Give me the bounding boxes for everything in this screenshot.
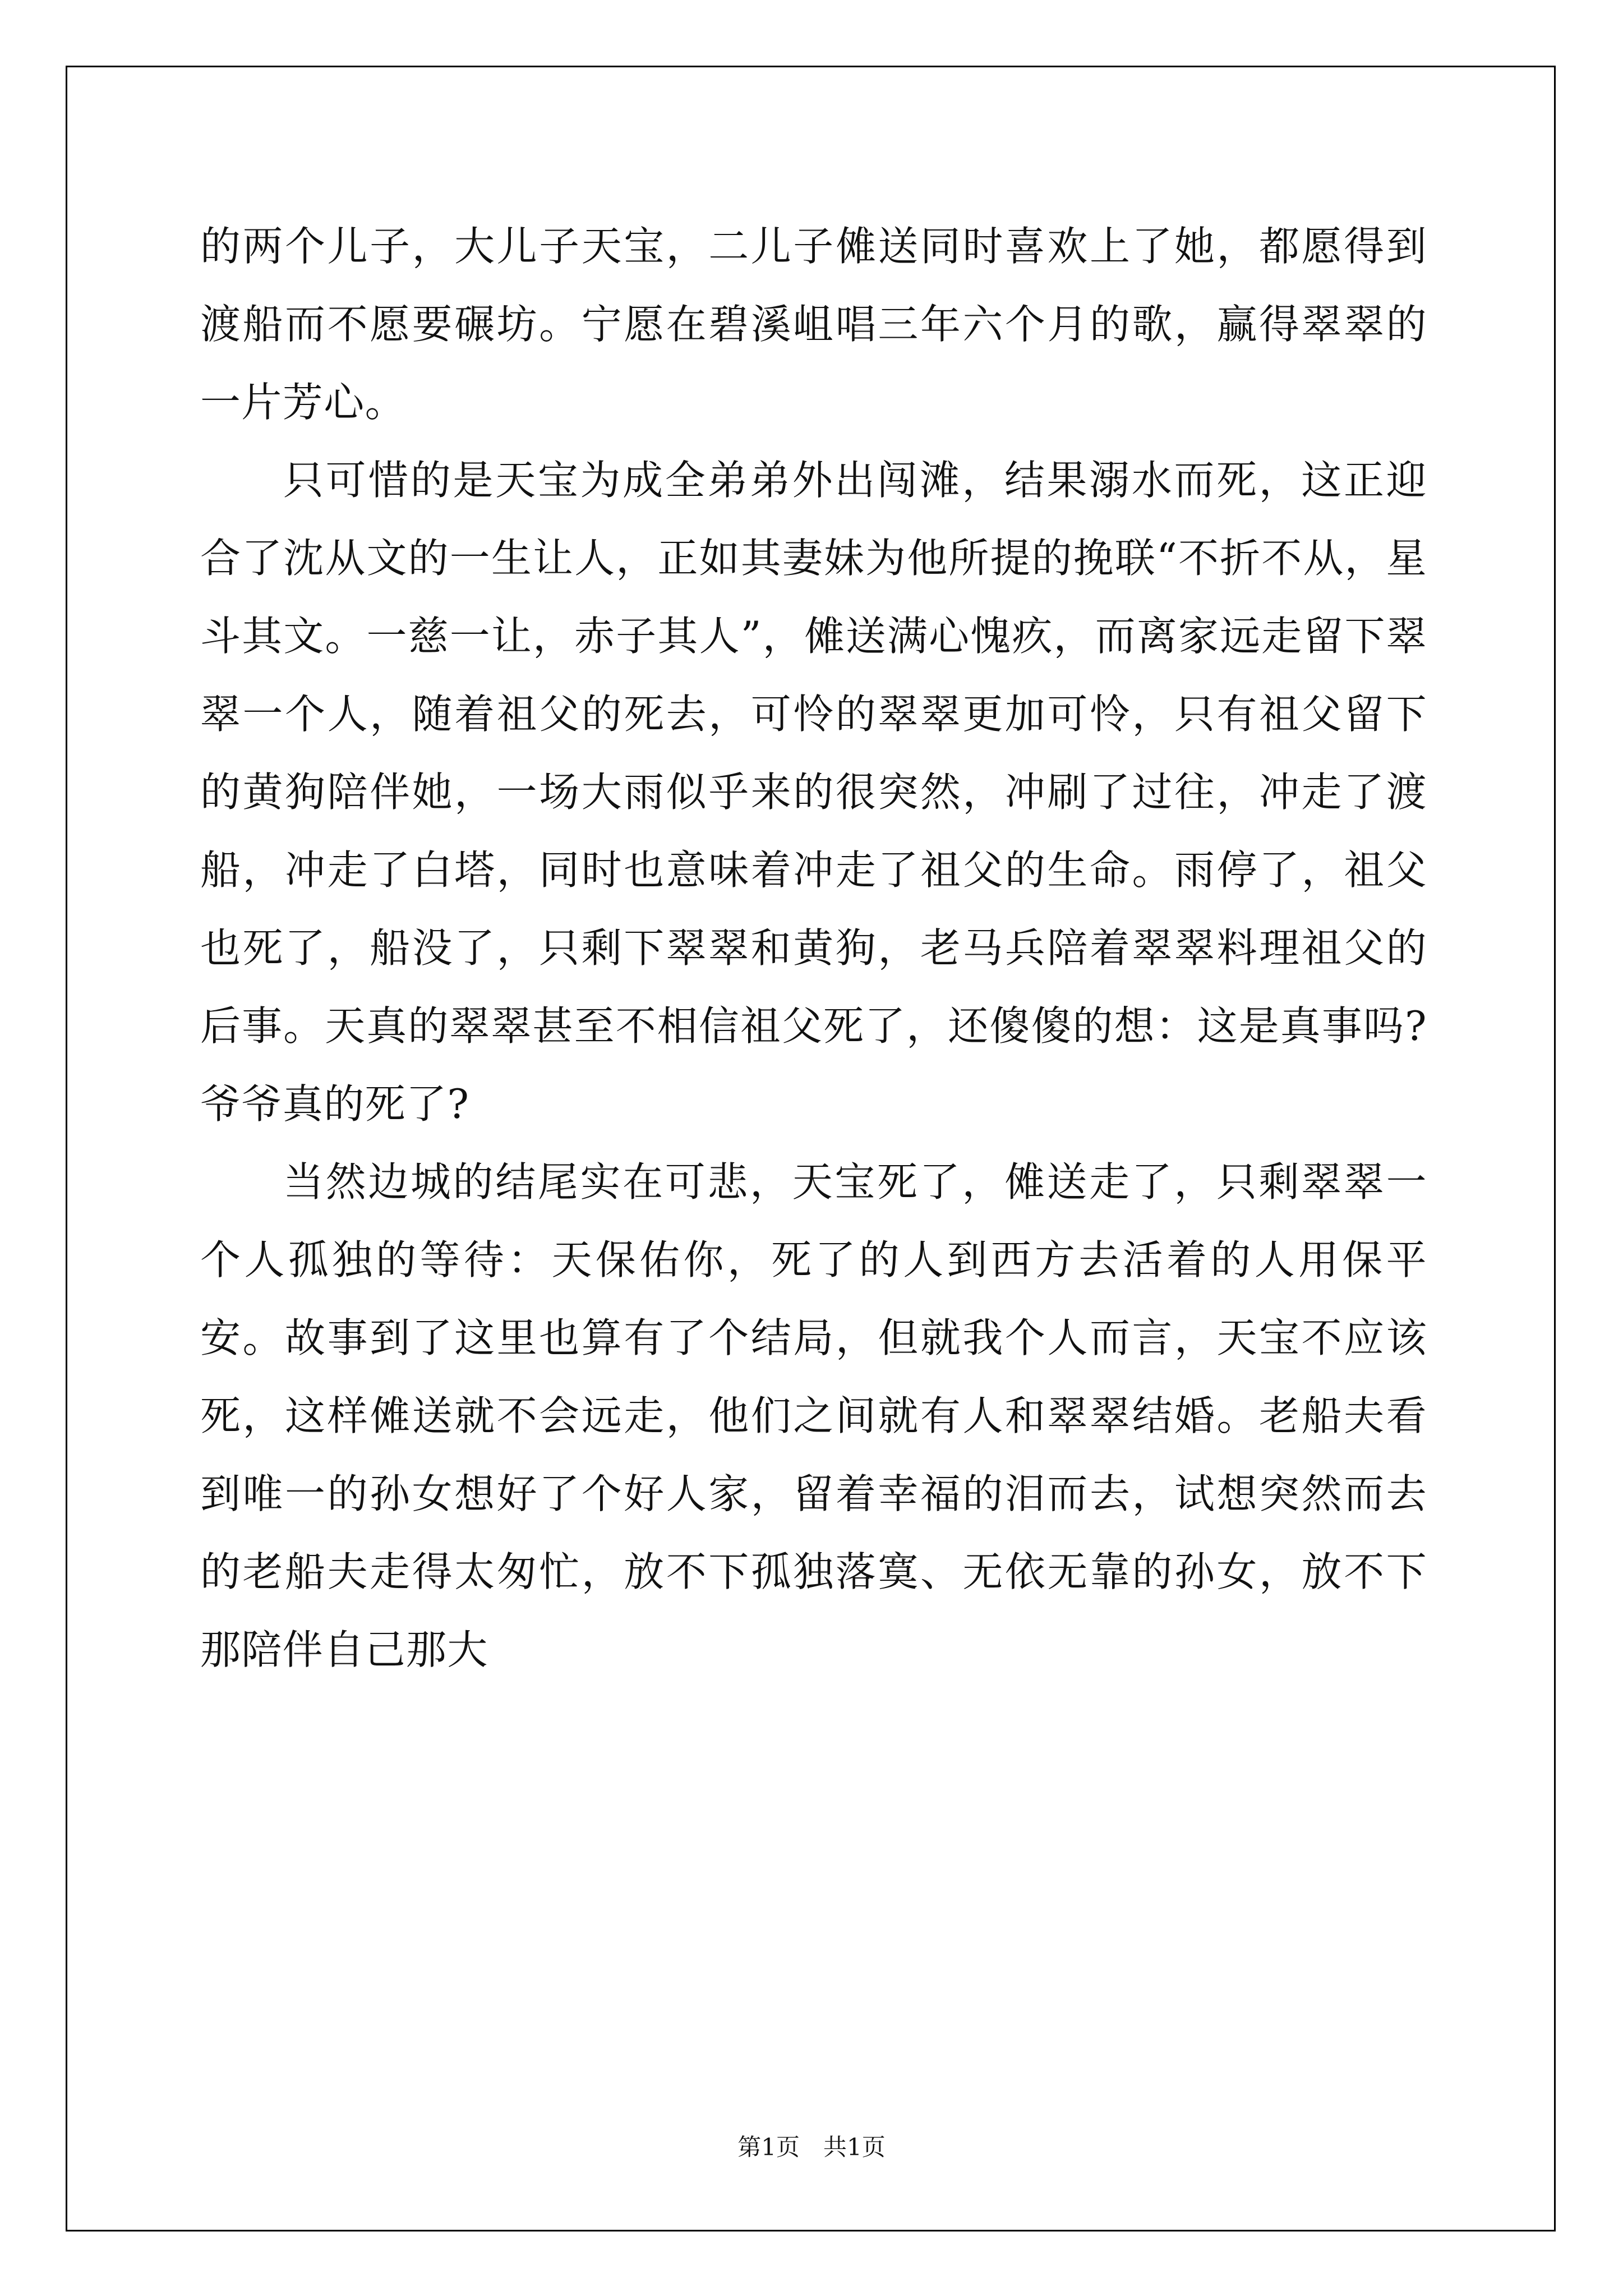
document-body [200,208,1427,1689]
paragraph: 只可惜的是天宝为成全弟弟外出闯滩，结果溺水而死，这正迎合了沈从文的一生让人，正如其妻妹为他所提的挽联“不折不从，星斗其文。一慈一让，赤子其人”，傩送满心愧疚，而离家远走留下翠翠一个人，随着祖父的死去，可怜的翠翠更加可怜，只有祖父留下的黄狗陪伴她，一场大雨似乎来的很突然，冲刷了过往，冲走了渡船，冲走了白塔，同时也意味着冲走了祖父的生命。雨停了，祖父也死了，船没了，只剩下翠翠和黄狗，老马兵陪着翠翠料理祖父的后事。天真的翠翠甚至不相信祖父死了，还傻傻的想：这是真事吗?爷爷真的死了? [200,457,1427,1128]
paragraph: 的两个儿子，大儿子天宝，二儿子傩送同时喜欢上了她，都愿得到渡船而不愿要碾坊。宁愿在碧溪岨唱三年六个月的歌，赢得翠翠的一片芳心。 [200,223,1427,426]
page-number-footer: 第1页 共1页 [737,2133,886,2161]
paragraph: 当然边城的结尾实在可悲，天宝死了，傩送走了，只剩翠翠一个人孤独的等待：天保佑你，死了的人到西方去活着的人用保平安。故事到了这里也算有了个结局，但就我个人而言，天宝不应该死，这样傩送就不会远走，他们之间就有人和翠翠结婚。老船夫看到唯一的孙女想好了个好人家，留着幸福的泪而去，试想突然而去的老船夫走得太匆忙，放不下孤独落寞、无依无靠的孙女，放不下那陪伴自己那大 [200,1158,1427,1673]
